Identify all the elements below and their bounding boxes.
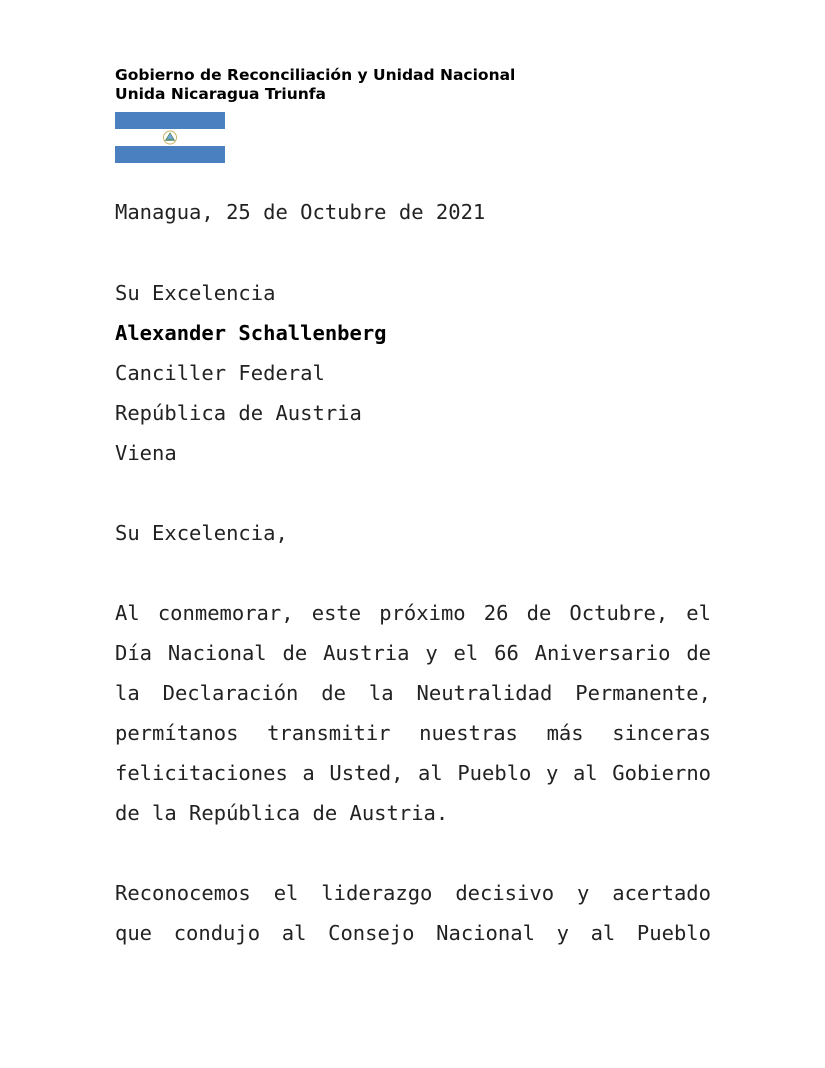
recipient-country: República de Austria (115, 401, 362, 425)
recipient-name: Alexander Schallenberg (115, 321, 387, 345)
paragraph-line: de la República de Austria. (115, 801, 449, 825)
recipient-position: Canciller Federal (115, 361, 325, 385)
paragraph-line: felicitaciones a Usted, al Pueblo y al Gobierno (115, 761, 711, 785)
paragraph-line: Reconocemos el liderazgo decisivo y acertado (115, 881, 711, 905)
letterhead (115, 66, 515, 104)
date-line: Managua, 25 de Octubre de 2021 (115, 200, 486, 224)
greeting: Su Excelencia, (115, 521, 288, 545)
paragraph-line: la Declaración de la Neutralidad Permanente, (115, 681, 711, 705)
letterhead-slogan: Unida Nicaragua Triunfa (115, 85, 327, 103)
paragraph-2 (115, 873, 711, 953)
paragraph-line: Al conmemorar, este próximo 26 de Octubre, el (115, 601, 711, 625)
recipient-title: Su Excelencia (115, 281, 276, 305)
paragraph-line: que condujo al Consejo Nacional y al Pueblo (115, 921, 711, 945)
paragraph-line: Día Nacional de Austria y el 66 Aniversario de (115, 641, 711, 665)
nicaragua-flag-icon (115, 112, 225, 163)
letterhead-government-name: Gobierno de Reconciliación y Unidad Nacional (115, 66, 516, 84)
paragraph-1 (115, 593, 711, 833)
nicaragua-flag (115, 112, 225, 163)
paragraph-line: permítanos transmitir nuestras más sinceras (115, 721, 711, 745)
recipient-city: Viena (115, 441, 177, 465)
